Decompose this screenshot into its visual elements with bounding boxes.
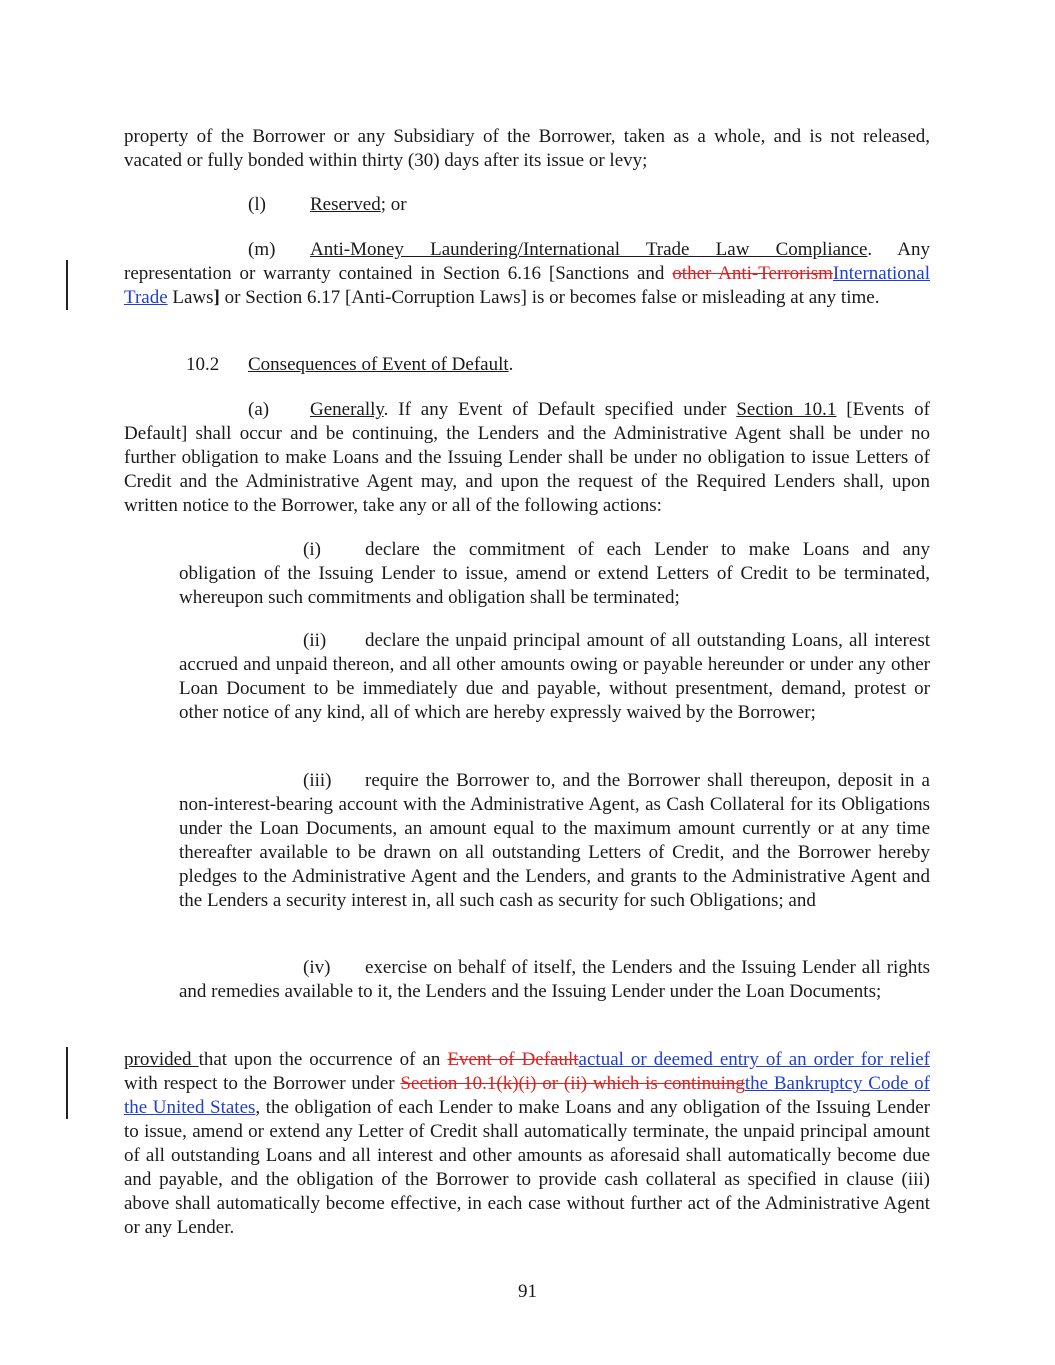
deleted-text: Event of Default <box>447 1049 579 1070</box>
item-heading: Anti-Money Laundering/International Trade Law Compliance <box>310 239 868 260</box>
item-label: (a) <box>248 399 270 420</box>
sub-item-label: (iii) <box>303 770 332 791</box>
inserted-text: International Trade <box>124 263 930 308</box>
sub-item-label: (i) <box>303 539 321 560</box>
page-number: 91 <box>518 1281 537 1302</box>
sub-item: (i) declare the commitment of each Lender to make Loans and any obligation of the Issuing Lender to issue, amend or extend Letters of Credit to be terminated, whereupon such commitments and obligation shall be terminated; <box>179 539 930 608</box>
proviso-paragraph: provided that upon the occurrence of an Event of Defaultactual or deemed entry of an order for relief with respect to the Borrower under Section 10.1(k)(i) or (ii) which is continuingthe Bankruptcy Code of the United States, the obligation of each Lender to make Loans and any obligation of the Issuing Lender to issue, amend or extend any Letter of Credit shall automatically terminate, the unpaid principal amount of all outstanding Loans and all interest and other amounts as aforesaid shall automatically become due and payable, and the obligation of the Borrower to provide cash collateral as specified in clause (iii) above shall automatically become effective, in each case without further act of the Administrative Agent or any Lender. <box>124 1049 930 1238</box>
inserted-text: actual or deemed entry of an order for relief <box>578 1049 930 1070</box>
sub-item: (iii) require the Borrower to, and the Borrower shall thereupon, deposit in a non-interest-bearing account with the Administrative Agent, as Cash Collateral for its Obligations under the Loan Documents, an amount equal to the maximum amount currently or at any time thereafter available to be drawn on all outstanding Letters of Credit, and the Borrower hereby pledges to the Administrative Agent and the Lenders, and grants to the Administrative Agent and the Lenders a security interest in, all such cash as security for such Obligations; and <box>179 770 930 911</box>
item-m: (m) Anti-Money Laundering/International Trade Law Compliance. Any representation or warranty contained in Section 6.16 [Sanctions and other Anti-TerrorismInternational Trade Laws] or Section 6.17 [Anti-Corruption Laws] is or becomes false or misleading at any time. <box>124 239 930 308</box>
sub-item-label: (iv) <box>303 957 331 978</box>
section-number: 10.2 <box>186 354 220 375</box>
deleted-text: Section 10.1(k)(i) or (ii) which is continuing <box>400 1073 745 1094</box>
item-heading: Reserved <box>310 194 381 215</box>
carryover-paragraph: property of the Borrower or any Subsidiary of the Borrower, taken as a whole, and is not released, vacated or fully bonded within thirty (30) days after its issue or levy; <box>124 126 930 171</box>
section-title: Consequences of Event of Default <box>248 354 509 375</box>
item-label: (l) <box>248 194 266 215</box>
inserted-text: the Bankruptcy Code of the United States <box>124 1073 930 1118</box>
change-bar <box>66 260 68 310</box>
document-page: property of the Borrower or any Subsidiary of the Borrower, taken as a whole, and is not released, vacated or fully bonded within thirty (30) days after its issue or levy; (l) Reserved; or (m) Anti-Money Laundering/International Trade Law Compliance. Any representation or warranty contained in Section 6.16 [Sanctions and other Anti-TerrorismInternational Trade Laws] or Section 6.17 [Anti-Corruption Laws] is or becomes false or misleading at any time. 10.2 Consequences of Event of Default. (a) Generally. If any Event of Default specified under Section 10.1 [Events of Default] shall occur and be continuing, the Lenders and the Administrative Agent shall be under no further obligation to make Loans and the Issuing Lender shall be under no obligation to issue Letters of Credit and the Administrative Agent may, and upon the request of the Required Lenders shall, upon written notice to the Borrower, take any or all of the following actions: (i) declare the commitment of each Lender to make Loans and any obligation of the Issuing Lender to issue, amend or extend Letters of Credit to be terminated, whereupon such commitments and obligation shall be terminated; (ii) declare the unpaid principal amount of all outstanding Loans, all interest accrued and unpaid thereon, and all other amounts owing or payable hereunder or under any other Loan Document to be immediately due and payable, without presentment, demand, protest or other notice of any kind, all of which are hereby expressly waived by the Borrower; (iii) require the Borrower to, and the Borrower shall thereupon, deposit in a non-interest-bearing account with the Administrative Agent, as Cash Collateral for its Obligations under the Loan Documents, an amount equal to the maximum amount currently or at any time thereafter available to be drawn on all outstanding Letters of Credit, and the Borrower hereby pledges to the Administrative Agent and the Lenders, and grants to the Administrative Agent and the Lenders a security interest in, all such cash as security for such Obligations; and (iv) exercise on behalf of itself, the Lenders and the Issuing Lender all rights and remedies available to it, the Lenders and the Issuing Lender under the Loan Documents; provided that upon the occurrence of an Event of Defaultactual or deemed entry of an order for relief with respect to the Borrower under Section 10.1(k)(i) or (ii) which is continuingthe Bankruptcy Code of the United States, the obligation of each Lender to make Loans and any obligation of the Issuing Lender to issue, amend or extend any Letter of Credit shall automatically terminate, the unpaid principal amount of all outstanding Loans and all interest and other amounts as aforesaid shall automatically become due and payable, and the obligation of the Borrower to provide cash collateral as specified in clause (iii) above shall automatically become effective, in each case without further act of the Administrative Agent or any Lender. 91 <box>0 0 1055 1365</box>
sub-item: (ii) declare the unpaid principal amount of all outstanding Loans, all interest accrued and unpaid thereon, and all other amounts owing or payable hereunder or under any other Loan Document to be immediately due and payable, without presentment, demand, protest or other notice of any kind, all of which are hereby expressly waived by the Borrower; <box>179 630 930 723</box>
cross-reference: Section 10.1 <box>736 399 837 420</box>
item-a: (a) Generally. If any Event of Default specified under Section 10.1 [Events of Default] shall occur and be continuing, the Lenders and the Administrative Agent shall be under no further obligation to make Loans and the Issuing Lender shall be under no obligation to issue Letters of Credit and the Administrative Agent may, and upon the request of the Required Lenders shall, upon written notice to the Borrower, take any or all of the following actions: <box>124 399 930 516</box>
change-bar <box>66 1047 68 1119</box>
deleted-text: other Anti-Terrorism <box>672 263 833 284</box>
item-label: (m) <box>248 239 276 260</box>
item-heading: Generally <box>310 399 384 420</box>
sub-item-label: (ii) <box>303 630 327 651</box>
sub-item: (iv) exercise on behalf of itself, the Lenders and the Issuing Lender all rights and remedies available to it, the Lenders and the Issuing Lender under the Loan Documents; <box>179 957 930 1002</box>
